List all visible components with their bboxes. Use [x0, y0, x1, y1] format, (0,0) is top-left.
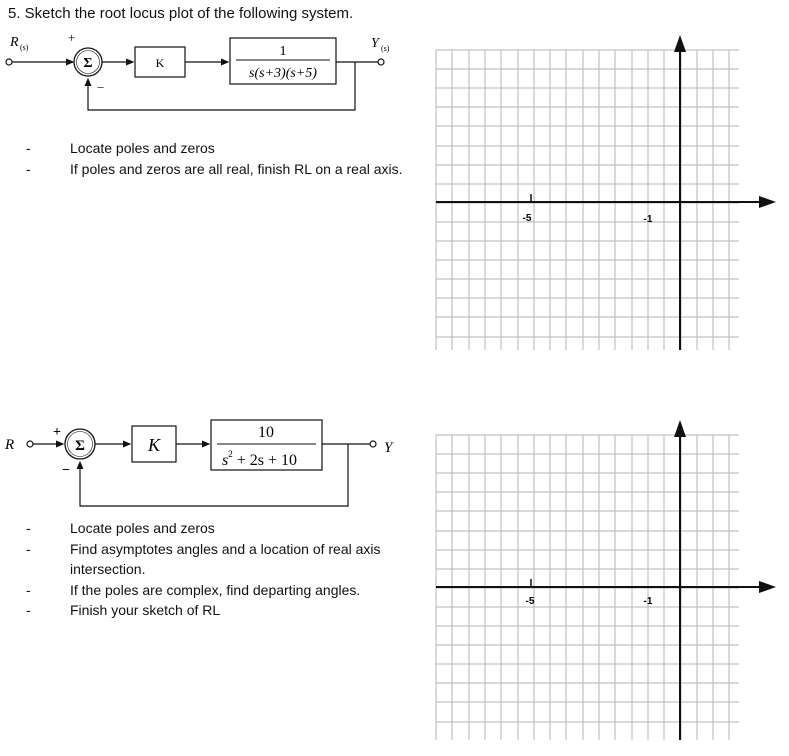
imaginary-axis: [674, 35, 686, 350]
tf-denominator-rest: + 2s + 10: [232, 452, 298, 469]
input-r-label: R: [10, 35, 19, 50]
input-node: [27, 441, 33, 447]
tick-label-minus-5: -5: [525, 596, 535, 607]
tf-denominator: [222, 449, 297, 469]
output-node: [370, 441, 376, 447]
output-label: [371, 36, 390, 53]
tick-label-minus-5: -5: [522, 213, 532, 224]
instruction-item: - Find asymptotes angles and a location of real axis intersection.: [26, 539, 394, 580]
input-node: [6, 59, 12, 65]
root-locus-grid-2[interactable]: [434, 415, 779, 745]
gain-label: K: [155, 56, 165, 70]
block-diagram-2: [0, 412, 410, 522]
tf-numerator: 1: [279, 44, 287, 59]
real-axis: [436, 581, 776, 593]
real-axis: [436, 196, 776, 208]
output-node: [378, 59, 384, 65]
root-locus-grid-1[interactable]: [434, 30, 779, 355]
real-axis-arrow-icon: [759, 581, 776, 593]
output-y-label: Y: [384, 440, 393, 456]
input-r-label: R: [5, 437, 15, 453]
gain-label: K: [147, 435, 161, 455]
instructions-list-2: [26, 518, 394, 621]
tf-numerator: 10: [258, 424, 274, 441]
problem-title: 5. Sketch the root locus plot of the following system.: [8, 5, 354, 22]
instruction-item: - Locate poles and zeros: [26, 518, 394, 539]
imaginary-axis-arrow-icon: [674, 35, 686, 52]
output-subscript: (s): [381, 44, 390, 53]
minus-sign: −: [62, 463, 70, 478]
plus-sign: +: [53, 425, 61, 440]
output-y-label: Y: [371, 36, 379, 51]
block-diagram-1: [0, 30, 410, 115]
minus-sign: −: [97, 80, 105, 95]
instructions-list-1: [26, 138, 426, 179]
sigma-symbol: Σ: [83, 56, 93, 71]
instruction-item: - Finish your sketch of RL: [26, 600, 394, 621]
instruction-item: - If poles and zeros are all real, finish RL on a real axis.: [26, 159, 426, 180]
sigma-symbol: Σ: [75, 438, 85, 454]
real-axis-arrow-icon: [759, 196, 776, 208]
input-label: [9, 35, 29, 52]
tf-denominator-s: s: [222, 452, 229, 469]
tf-denominator: s(s+3)(s+5): [249, 66, 317, 81]
plus-sign: +: [68, 30, 76, 45]
tick-label-minus-1: -1: [643, 596, 653, 607]
tick-label-minus-1: -1: [643, 214, 653, 225]
imaginary-axis: [674, 420, 686, 740]
instruction-item: - If the poles are complex, find departing angles.: [26, 580, 394, 601]
imaginary-axis-arrow-icon: [674, 420, 686, 437]
tf-denominator-exponent: 2: [228, 449, 233, 459]
input-subscript: (s): [20, 43, 29, 52]
instruction-item: - Locate poles and zeros: [26, 138, 426, 159]
